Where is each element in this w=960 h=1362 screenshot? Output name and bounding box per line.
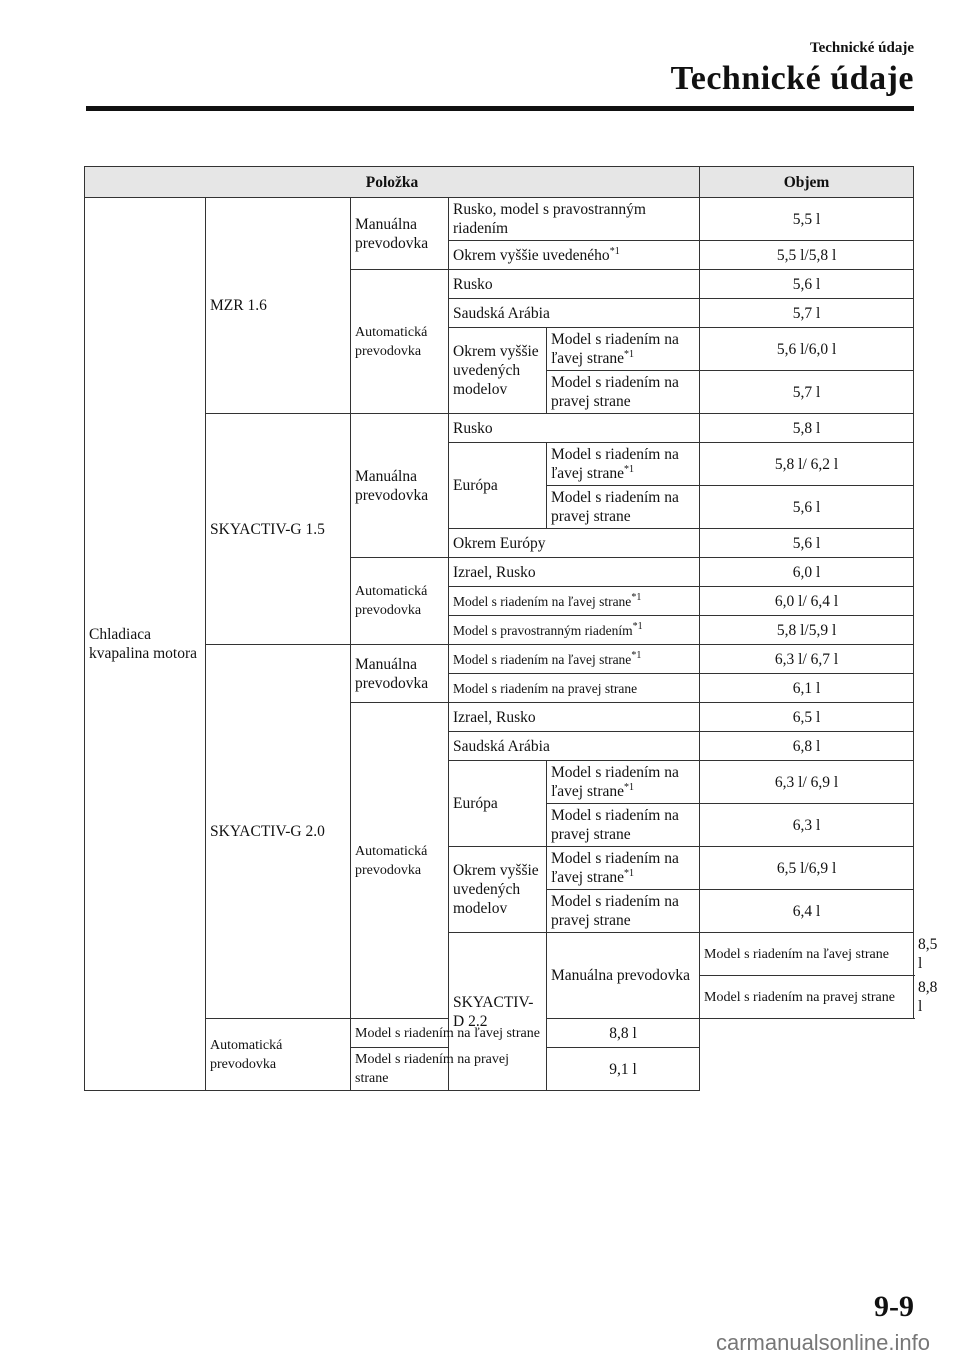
table-row	[85, 414, 914, 443]
condition-cell: Okrem vyššie uvedených modelov	[449, 847, 547, 933]
condition-cell: Izrael, Rusko	[449, 558, 700, 587]
engine-cell: MZR 1.6	[206, 198, 351, 414]
condition-cell: Okrem Európy	[449, 529, 700, 558]
condition-cell: Model s riadením na pravej strane	[700, 976, 914, 1019]
condition-cell: Saudská Arábia	[449, 732, 700, 761]
volume-cell: 6,3 l/ 6,9 l	[700, 761, 914, 804]
transmission-cell: Automatická prevodovka	[351, 703, 449, 1019]
volume-cell: 6,5 l	[700, 703, 914, 732]
volume-cell: 8,8 l	[547, 1019, 700, 1048]
coolant-volume-table	[84, 166, 938, 1091]
condition-cell: Model s riadením na ľavej strane	[351, 1019, 547, 1048]
condition-cell: Model s riadením na pravej strane	[449, 674, 700, 703]
volume-cell: 6,3 l/ 6,7 l	[700, 645, 914, 674]
volume-cell: 6,1 l	[700, 674, 914, 703]
column-header-volume: Objem	[700, 167, 914, 198]
transmission-cell: Manuálna prevodovka	[547, 933, 700, 1019]
volume-cell: 5,5 l/5,8 l	[700, 241, 914, 270]
sub-condition-cell: Model s riadením na ľavej strane$^{*1}$	[547, 328, 700, 371]
transmission-cell: Manuálna prevodovka	[351, 198, 449, 270]
condition-cell: Model s riadením na ľavej strane$^{*1}$	[449, 645, 700, 674]
condition-cell: Saudská Arábia	[449, 299, 700, 328]
engine-cell: SKYACTIV-G 2.0	[206, 645, 351, 1019]
column-header-item: Položka	[85, 167, 700, 198]
transmission-cell: Automatická prevodovka	[206, 1019, 351, 1091]
sub-condition-cell: Model s riadením na ľavej strane$^{*1}$	[547, 761, 700, 804]
sub-condition-cell: Model s riadením na pravej strane	[547, 890, 700, 933]
condition-cell: Okrem vyššie uvedeného$^{*1}$	[449, 241, 700, 270]
condition-cell: Európa	[449, 443, 547, 529]
condition-cell: Rusko	[449, 414, 700, 443]
volume-cell: 6,3 l	[700, 804, 914, 847]
transmission-cell: Automatická prevodovka	[351, 270, 449, 414]
running-header: Technické údaje	[809, 40, 914, 56]
volume-cell: 5,6 l/6,0 l	[700, 328, 914, 371]
condition-cell: Európa	[449, 761, 547, 847]
volume-cell: 5,7 l	[700, 299, 914, 328]
volume-cell: 6,0 l/ 6,4 l	[700, 587, 914, 616]
condition-cell: Model s riadením na ľavej strane$^{*1}$	[449, 587, 700, 616]
table-row: SKYACTIV-D 2.2 Manuálna prevodovka Model s riadením na ľavej strane 8,5 l	[85, 933, 914, 976]
sub-condition-cell: Model s riadením na pravej strane	[547, 804, 700, 847]
condition-cell: Model s pravostranným riadením$^{*1}$	[449, 616, 700, 645]
condition-cell: Rusko, model s pravostranným riadením	[449, 198, 700, 241]
sub-condition-cell: Model s riadením na ľavej strane$^{*1}$	[547, 443, 700, 486]
volume-cell: 6,4 l	[700, 890, 914, 933]
condition-cell: Izrael, Rusko	[449, 703, 700, 732]
table-row	[85, 198, 914, 241]
watermark: carmanualsonline.info	[715, 1330, 930, 1355]
volume-cell: 5,7 l	[700, 371, 914, 414]
volume-cell: 6,5 l/6,9 l	[700, 847, 914, 890]
table-row	[85, 1019, 914, 1048]
table-row	[85, 645, 914, 674]
sub-condition-cell: Model s riadením na pravej strane	[547, 486, 700, 529]
volume-cell: 5,6 l	[700, 529, 914, 558]
sub-condition-cell: Model s riadením na pravej strane	[547, 371, 700, 414]
condition-cell: Okrem vyššie uvedených modelov	[449, 328, 547, 414]
volume-cell: 5,5 l	[700, 198, 914, 241]
transmission-cell: Automatická prevodovka	[351, 558, 449, 645]
table-header-row	[85, 167, 914, 198]
page-title: Technické údaje	[670, 60, 914, 97]
volume-cell: 5,6 l	[700, 486, 914, 529]
title-rule	[86, 106, 914, 111]
volume-cell: 5,6 l	[700, 270, 914, 299]
volume-cell: 6,0 l	[700, 558, 914, 587]
transmission-cell: Manuálna prevodovka	[351, 645, 449, 703]
condition-cell: Model s riadením na ľavej strane	[700, 933, 914, 976]
engine-cell: SKYACTIV-D 2.2	[449, 933, 547, 1091]
page-number: 9-9	[874, 1290, 914, 1323]
condition-cell: Model s riadením na pravej strane	[351, 1048, 547, 1091]
transmission-cell: Manuálna prevodovka	[351, 414, 449, 558]
volume-cell: 5,8 l/ 6,2 l	[700, 443, 914, 486]
volume-cell: 5,8 l	[700, 414, 914, 443]
condition-cell: Rusko	[449, 270, 700, 299]
volume-cell: 5,8 l/5,9 l	[700, 616, 914, 645]
engine-cell: SKYACTIV-G 1.5	[206, 414, 351, 645]
category-cell: Chladiaca kvapalina motora	[85, 198, 206, 1091]
volume-cell: 6,8 l	[700, 732, 914, 761]
sub-condition-cell: Model s riadením na ľavej strane$^{*1}$	[547, 847, 700, 890]
table-row: Model s riadením na pravej strane 8,8 l	[85, 976, 914, 1019]
volume-cell: 9,1 l	[547, 1048, 700, 1091]
